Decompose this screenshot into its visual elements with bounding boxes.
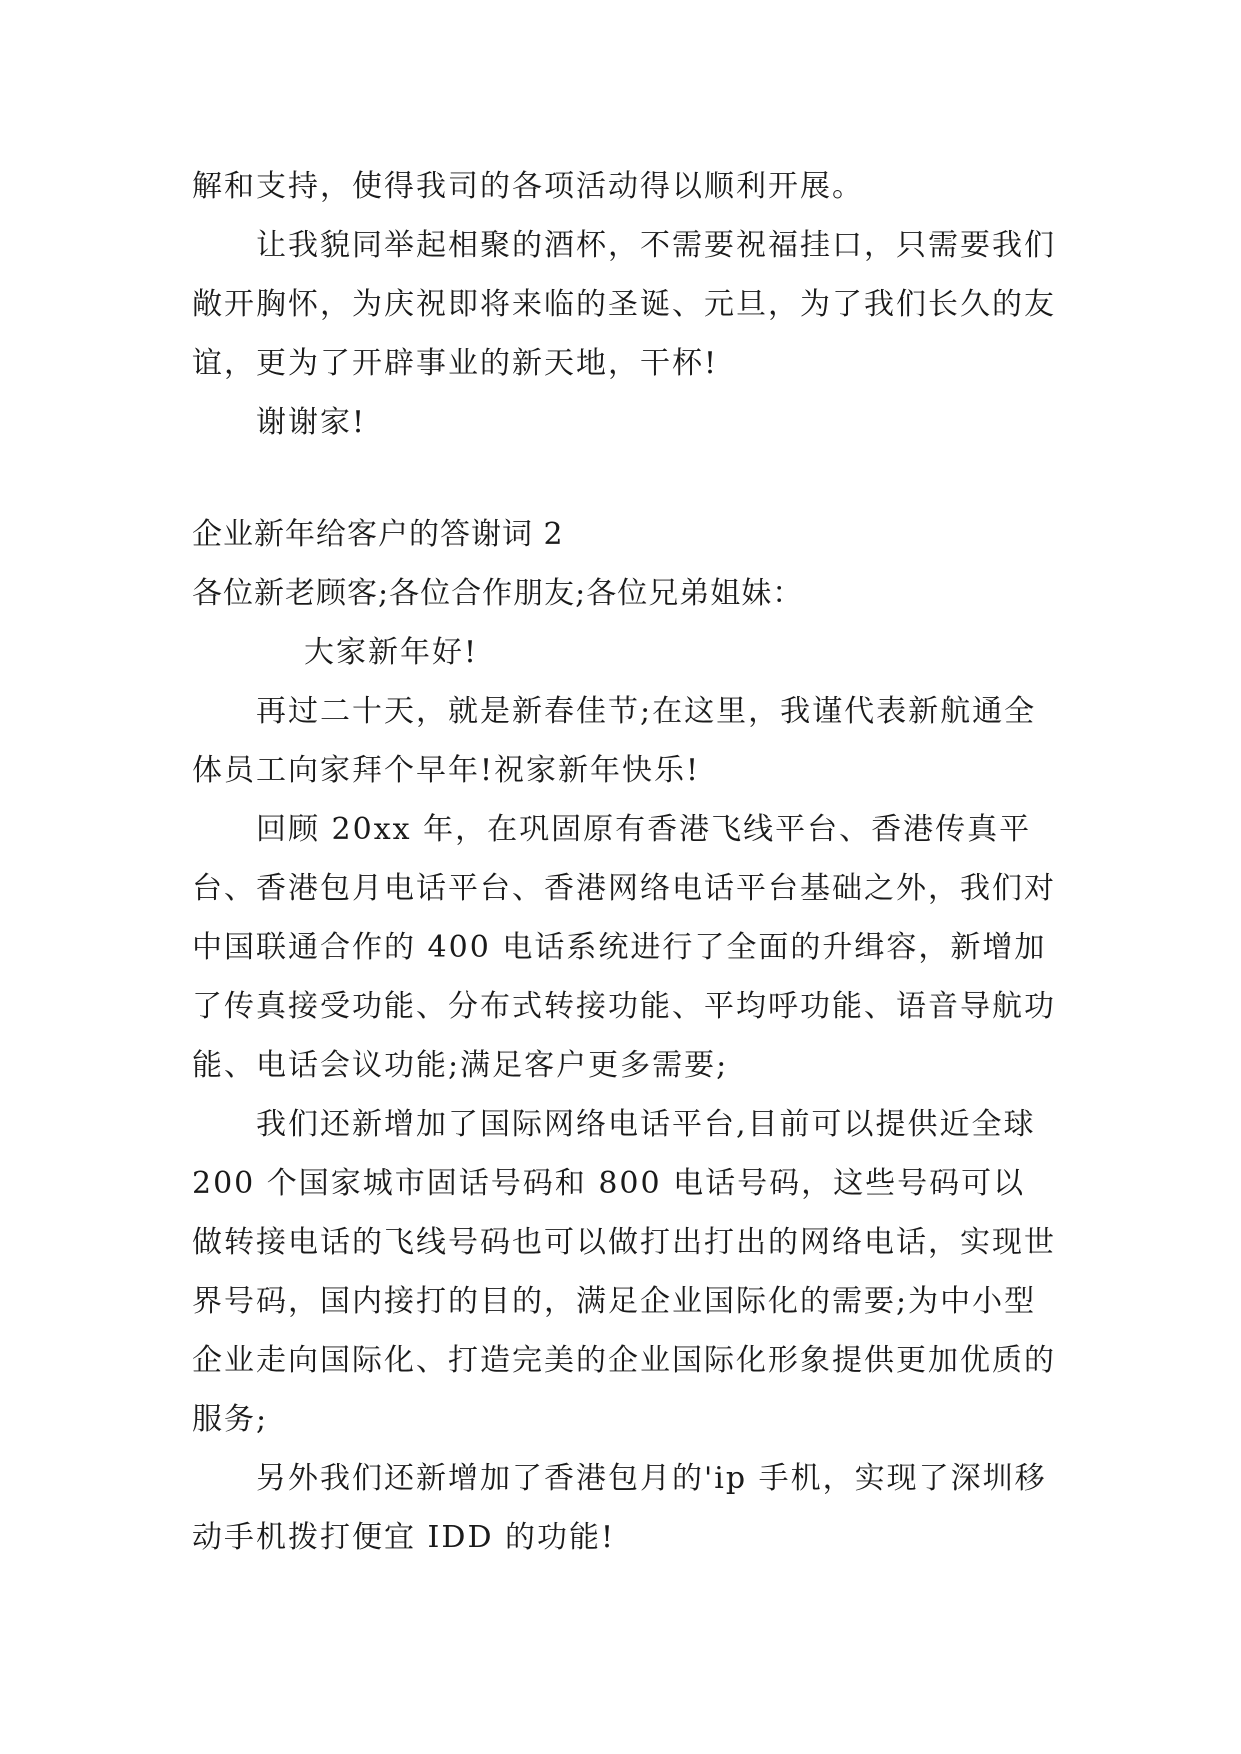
paragraph-thanks: 谢谢家! [256, 405, 367, 440]
section-title: 企业新年给客户的答谢词 2 [192, 517, 564, 552]
salutation: 各位新老顾客;各位合作朋友;各位兄弟姐妹： [192, 576, 804, 611]
previous-section [192, 157, 1057, 452]
greeting: 大家新年好! [304, 635, 479, 670]
paragraph-continuation: 解和支持，使得我司的各项活动得以顺利开展。 [192, 169, 864, 204]
paragraph-international: 我们还新增加了国际网络电话平台,目前可以提供近全球 200 个国家城市固话号码和 800 电话号码，这些号码可以做转接电话的飞线号码也可以做打出打出的网络电话，实现世界号码，国内接打的目的，满足企业国际化的需要;为中小型企业走向国际化、打造完美的企业国际化形象提供更加优质的服务; [192, 1107, 1056, 1437]
section-body [192, 505, 1057, 1567]
paragraph-new-year: 再过二十天，就是新春佳节;在这里，我谨代表新航通全体员工向家拜个早年!祝家新年快乐! [192, 694, 1037, 788]
paragraph-ip-phone: 另外我们还新增加了香港包月的'ip 手机，实现了深圳移动手机拨打便宜 IDD 的功能! [192, 1461, 1047, 1555]
paragraph-review: 回顾 20xx 年，在巩固原有香港飞线平台、香港传真平台、香港包月电话平台、香港网络电话平台基础之外，我们对中国联通合作的 400 电话系统进行了全面的升缉容，新增加了传真接受功能、分布式转接功能、平均呼功能、语音导航功能、电话会议功能;满足客户更多需要; [192, 812, 1056, 1083]
paragraph-toast: 让我貌同举起相聚的酒杯，不需要祝福挂口，只需要我们敞开胸怀，为庆祝即将来临的圣诞、元旦，为了我们长久的友谊，更为了开辟事业的新天地，干杯! [192, 228, 1056, 381]
